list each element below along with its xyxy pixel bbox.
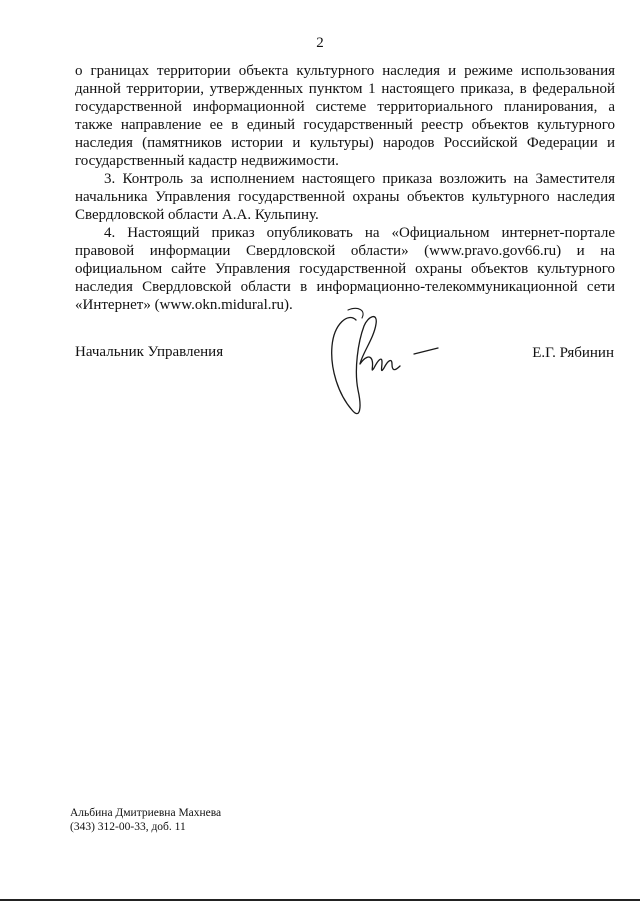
handwritten-signature (318, 298, 448, 428)
executor-phone: (343) 312-00-33, доб. 11 (70, 821, 186, 833)
paragraph-item-4: 4. Настоящий приказ опубликовать на «Официальном интернет-портале правовой информации Свердловской области» (www.pravo.gov66.ru) и на официальном сайте Управления государственной охраны объектов культурного наследия Свердловской области в информационно-телекоммуникационной сети «Интернет» (www.okn.midural.ru). (75, 225, 615, 313)
page-number: 2 (316, 35, 324, 51)
paragraph-item-3: 3. Контроль за исполнением настоящего приказа возложить на Заместителя начальника Управления государственной охраны объектов культурного наследия Свердловской области А.А. Кульпину. (75, 171, 615, 223)
executor-footer (70, 806, 221, 834)
signatory-name: Е.Г. Рябинин (532, 345, 614, 361)
signatory-title: Начальник Управления (75, 344, 224, 360)
paragraph-continuation: о границах территории объекта культурного наследия и режиме использования данной территории, утвержденных пунктом 1 настоящего приказа, в федеральной государственной информационной системе территориального планирования, а также направление ее в единый государственный реестр объектов культурного наследия (памятников истории и культуры) народов Российской Федерации и государственный кадастр недвижимости. (75, 63, 615, 169)
executor-name: Альбина Дмитриевна Махнева (70, 807, 222, 819)
scan-edge-line (0, 899, 640, 901)
